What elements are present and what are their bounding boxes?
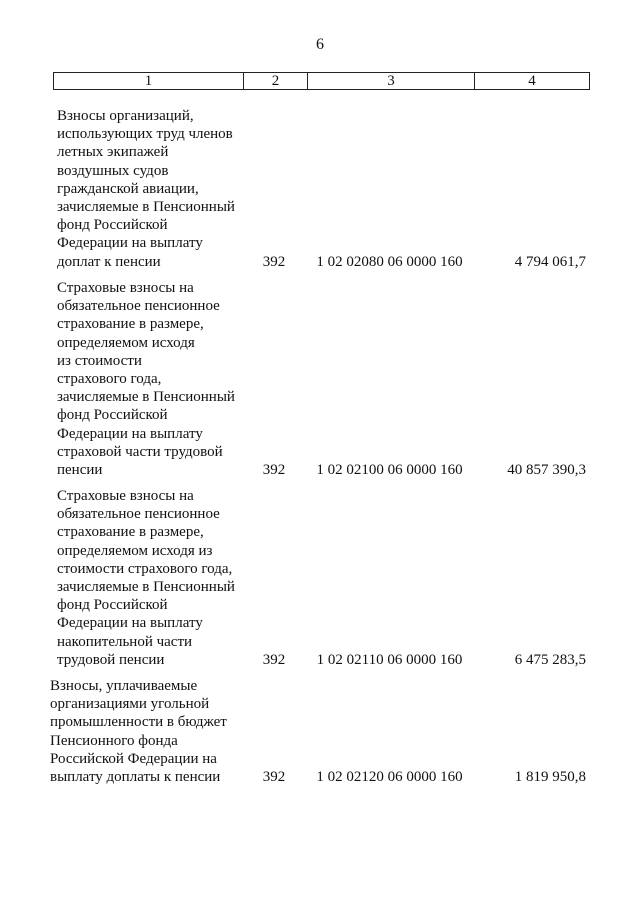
- row-description: [57, 107, 247, 271]
- description-line: Страховые взносы на: [57, 488, 194, 504]
- row-kbk: 1 02 02110 06 0000 160: [316, 651, 463, 668]
- row-description: [57, 487, 247, 669]
- description-line: зачисляемые в Пенсионный: [57, 389, 235, 406]
- description-line: страхование в размере,: [57, 316, 204, 333]
- description-line: воздушных судов: [57, 162, 169, 179]
- description-line: фонд Российской: [57, 407, 168, 424]
- description-line: гражданской авиации,: [57, 180, 199, 197]
- row-kbk: 1 02 02120 06 0000 160: [316, 769, 463, 785]
- row-amount: 4 794 061,7: [514, 253, 586, 270]
- row-description: [57, 279, 247, 479]
- description-line: выплату доплаты к пенсии: [50, 769, 221, 786]
- description-line: накопительной части: [57, 633, 193, 650]
- row-code: 392: [262, 769, 286, 785]
- header-col-4: 4: [474, 73, 589, 89]
- row-code: 392: [262, 651, 286, 668]
- description-line: доплат к пенсии: [57, 253, 161, 270]
- description-line: организациями угольной: [50, 696, 210, 713]
- description-line: страхование в размере,: [57, 524, 204, 541]
- description-line: использующих труд членов: [57, 126, 233, 143]
- description-line: страхового года,: [57, 371, 162, 388]
- description-line: обязательное пенсионное: [57, 506, 220, 523]
- row-kbk: 1 02 02080 06 0000 160: [316, 253, 463, 270]
- row-amount: 1 819 950,8: [514, 769, 586, 785]
- description-line: определяемом исходя: [57, 334, 195, 351]
- description-line: обязательное пенсионное: [57, 298, 220, 315]
- description-line: Взносы, уплачиваемые: [50, 678, 198, 694]
- description-line: промышленности в бюджет: [50, 714, 227, 731]
- row-amount: 6 475 283,5: [514, 651, 586, 668]
- description-line: Российской Федерации на: [50, 750, 217, 767]
- description-line: страховой части трудовой: [57, 443, 223, 460]
- description-line: фонд Российской: [57, 217, 168, 234]
- row-description: [50, 677, 240, 786]
- description-line: Пенсионного фонда: [50, 732, 178, 749]
- description-line: Взносы организаций,: [57, 108, 194, 124]
- row-code: 392: [262, 462, 286, 478]
- header-col-3: 3: [307, 73, 474, 89]
- description-line: летных экипажей: [57, 144, 169, 161]
- header-col-2: 2: [243, 73, 307, 89]
- description-line: зачисляемые в Пенсионный: [57, 579, 235, 596]
- description-line: пенсии: [57, 462, 103, 479]
- description-line: из стоимости: [57, 352, 142, 369]
- description-line: зачисляемые в Пенсионный: [57, 199, 235, 216]
- description-line: фонд Российской: [57, 597, 168, 614]
- description-line: Федерации на выплату: [57, 235, 203, 252]
- page-number: 6: [316, 36, 324, 53]
- row-kbk: 1 02 02100 06 0000 160: [316, 462, 463, 478]
- description-line: стоимости страхового года,: [57, 560, 233, 577]
- table-header-row: [53, 72, 590, 90]
- row-amount: 40 857 390,3: [507, 462, 586, 478]
- description-line: Страховые взносы на: [57, 280, 194, 296]
- description-line: Федерации на выплату: [57, 425, 203, 442]
- description-line: определяемом исходя из: [57, 542, 213, 559]
- header-col-1: 1: [144, 73, 153, 89]
- description-line: Федерации на выплату: [57, 615, 203, 632]
- description-line: трудовой пенсии: [57, 651, 165, 668]
- row-code: 392: [262, 253, 286, 270]
